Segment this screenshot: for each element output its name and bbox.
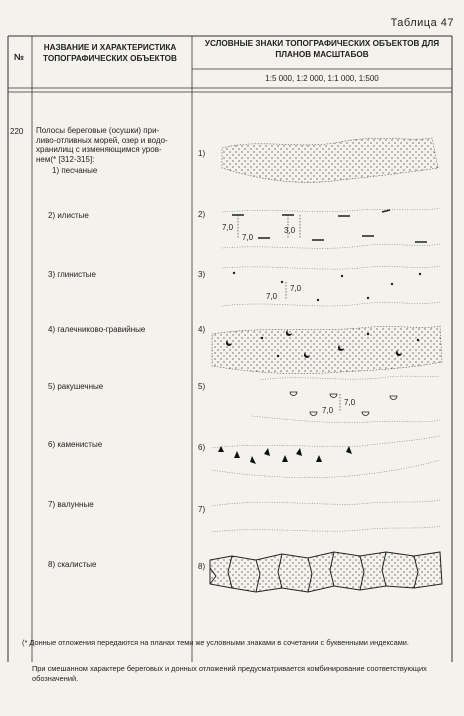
header-scales: 1:5 000, 1:2 000, 1:1 000, 1:500 <box>265 74 379 83</box>
item-label-boulder: 7) валунные <box>48 500 94 509</box>
sign-number: 4) <box>198 325 206 334</box>
dimension-label: 7,0 <box>344 398 356 407</box>
dimension-label: 7,0 <box>242 233 254 242</box>
item-label-clayey: 3) глинистые <box>48 270 96 279</box>
footnote: (* Донные отложения передаются на планах теми же условными знаками в сочетании с буквенными индексами. <box>22 638 409 647</box>
sign-number: 8) <box>198 562 206 571</box>
sign-number: 7) <box>198 505 206 514</box>
row-title-line: нем(* [312-315]: <box>36 154 95 164</box>
sign-number: 5) <box>198 382 206 391</box>
sign-number: 3) <box>198 270 206 279</box>
header-number: № <box>13 52 25 62</box>
row-title-line: хранилищ с изменяющимся уров- <box>36 145 162 155</box>
sign-rocky <box>210 552 442 592</box>
row-title-line: ливо-отливных морей, озер и водо- <box>36 135 168 145</box>
item-label-silty: 2) илистые <box>48 211 89 220</box>
table-number: Таблица 47 <box>390 17 454 29</box>
dimension-label: 7,0 <box>222 223 234 232</box>
header-name-column: НАЗВАНИЕ И ХАРАКТЕРИСТИКА ТОПОГРАФИЧЕСКИХ ОБЪЕКТОВ <box>43 43 177 64</box>
dimension-label: 7,0 <box>290 284 302 293</box>
header-signs-column: УСЛОВНЫЕ ЗНАКИ ТОПОГРАФИЧЕСКИХ ОБЪЕКТОВ ДЛЯ ПЛАНОВ МАСШТАБОВ <box>204 39 440 60</box>
sign-silty <box>222 208 440 248</box>
sign-stony <box>212 436 440 478</box>
sign-number: 1) <box>198 149 206 158</box>
dimension-label: 7,0 <box>322 406 334 415</box>
sign-clayey <box>222 266 440 306</box>
row-title-line: Полосы береговые (осушки) при- <box>36 126 160 135</box>
sign-sandy <box>222 138 438 182</box>
row-number: 220 <box>10 127 24 136</box>
item-label-shell: 5) ракушечные <box>48 382 104 391</box>
item-label-rocky: 8) скалистые <box>48 560 97 569</box>
item-label-sandy: 1) песчаные <box>52 166 98 175</box>
sign-number: 2) <box>198 210 206 219</box>
footnote: При смешанном характере береговых и донных отложений предусматривается комбинирование соответствующих обозначений. <box>32 664 427 683</box>
dimension-label: 3,0 <box>284 226 296 235</box>
sign-boulder <box>212 500 440 532</box>
item-label-stony: 6) каменистые <box>48 440 103 449</box>
item-label-pebble-gravel: 4) галечниково-гравийные <box>48 325 146 334</box>
sign-pebble-gravel <box>212 326 442 374</box>
sign-number: 6) <box>198 443 206 452</box>
dimension-label: 7,0 <box>266 292 278 301</box>
